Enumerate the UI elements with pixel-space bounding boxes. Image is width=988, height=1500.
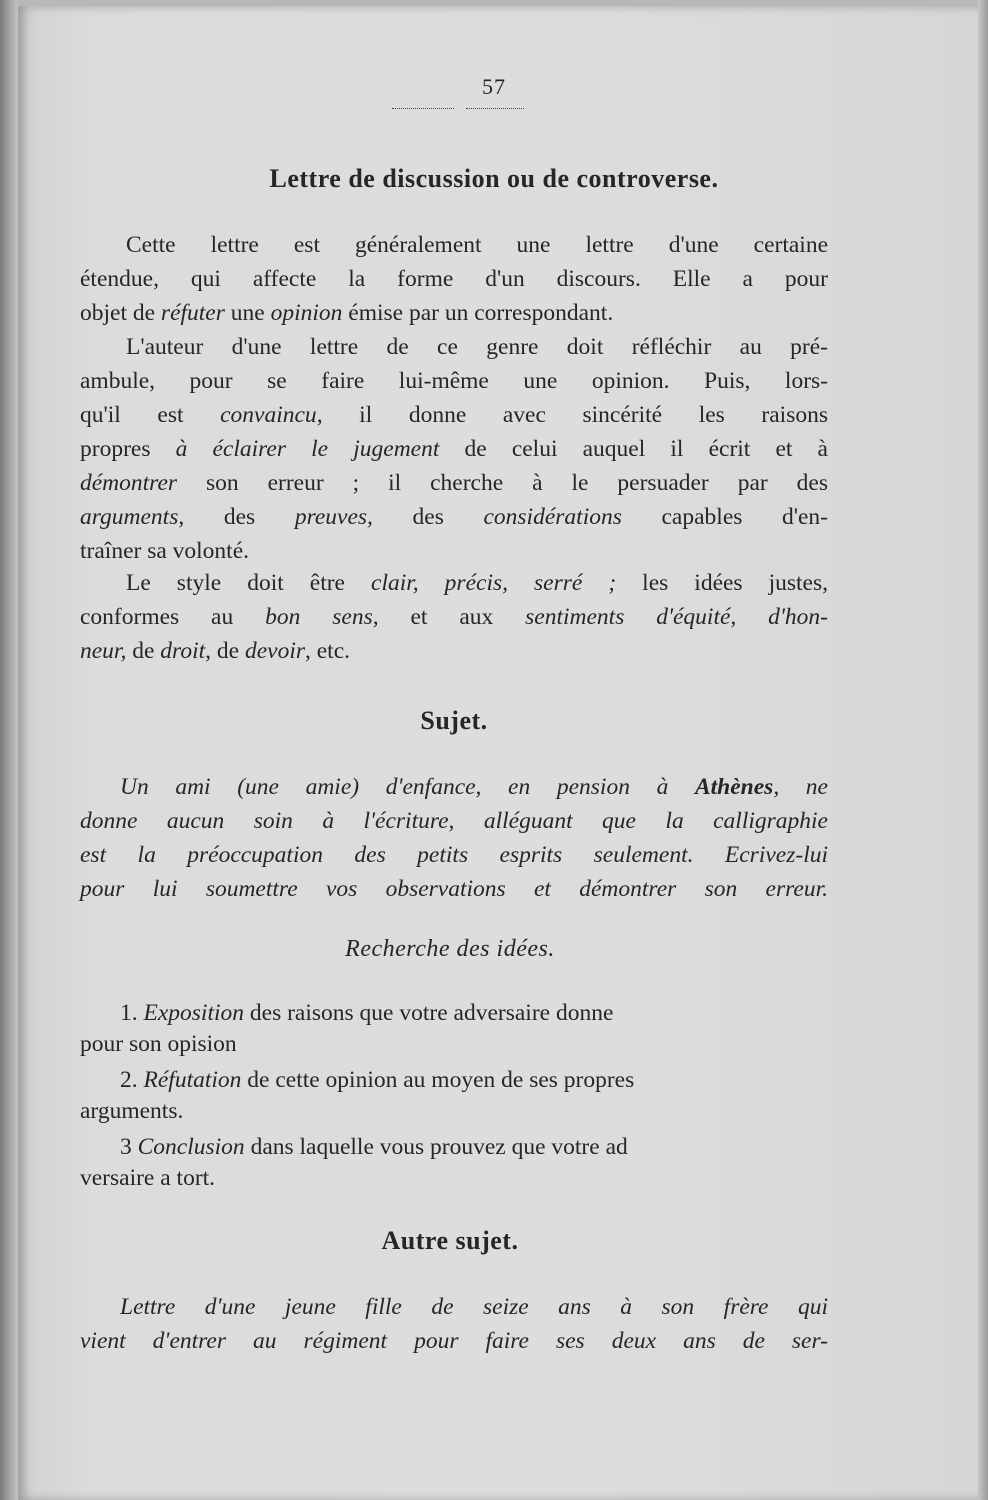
text-line: conformes au bon sens, et aux sentiments d'équité, d'hon- [80, 604, 829, 630]
paragraph-author [80, 330, 828, 568]
page-number-rule-left [392, 108, 454, 109]
text-line: Un ami (une amie) d'enfance, en pension à Athènes, ne [120, 774, 828, 800]
text-line: traîner sa volonté. [80, 538, 250, 564]
text-line: objet de réfuter une opinion émise par un correspondant. [80, 300, 614, 326]
text-line: 2. Réfutation de cette opinion au moyen de ses propres [120, 1067, 635, 1093]
text-line: 3 Conclusion dans laquelle vous prouvez que votre ad [120, 1134, 628, 1160]
text-line: ambule, pour se faire lui-même une opinion. Puis, lors- [80, 368, 828, 394]
text-line: 1. Exposition des raisons que votre adversaire donne [120, 1000, 614, 1026]
page-number-rule-right [466, 108, 524, 109]
section-heading-discussion: Lettre de discussion ou de controverse. [269, 164, 719, 193]
paragraph-sujet [80, 770, 828, 906]
ideas-list [80, 998, 828, 1199]
page-number: 57 [482, 74, 506, 99]
text-line: versaire a tort. [80, 1165, 216, 1191]
text-line: Le style doit être clair, précis, serré ; les idées justes, [126, 570, 828, 596]
text-line: pour lui soumettre vos observations et démontrer son erreur. [80, 876, 828, 902]
section-heading-autre-sujet: Autre sujet. [381, 1226, 519, 1255]
text-line: pour son opision [80, 1031, 237, 1057]
text-line: est la préoccupation des petits esprits seulement. Ecrivez-lui [80, 842, 828, 868]
paragraph-style [80, 566, 828, 668]
page-edge [978, 0, 988, 1500]
list-item [80, 1065, 828, 1127]
text-line: arguments. [80, 1098, 184, 1124]
text-line: qu'il est convaincu, il donne avec sincérité les raisons [80, 402, 828, 428]
text-line: L'auteur d'une lettre de ce genre doit réfléchir au pré- [126, 334, 828, 360]
list-item [80, 998, 828, 1060]
text-line: arguments, des preuves, des considérations capables d'en- [80, 504, 829, 530]
list-item [80, 1132, 828, 1194]
text-line: donne aucun soin à l'écriture, alléguant que la calligraphie [80, 808, 828, 834]
research-title: Recherche des idées. [345, 936, 555, 962]
text-line: Cette lettre est généralement une lettre d'une certaine [126, 232, 828, 258]
paragraph-intro [80, 228, 828, 330]
text-line: vient d'entrer au régiment pour faire ses deux ans de ser- [80, 1328, 828, 1354]
section-heading-sujet: Sujet. [420, 706, 488, 735]
text-line: Lettre d'une jeune fille de seize ans à son frère qui [120, 1294, 828, 1320]
text-line: étendue, qui affecte la forme d'un discours. Elle a pour [80, 266, 828, 292]
book-spine-shadow [0, 0, 18, 1500]
text-line: neur, de droit, de devoir, etc. [80, 638, 351, 664]
text-line: propres à éclairer le jugement de celui auquel il écrit et à [80, 436, 828, 462]
text-line: démontrer son erreur ; il cherche à le persuader par des [80, 470, 828, 496]
paragraph-autre-sujet [80, 1290, 828, 1358]
